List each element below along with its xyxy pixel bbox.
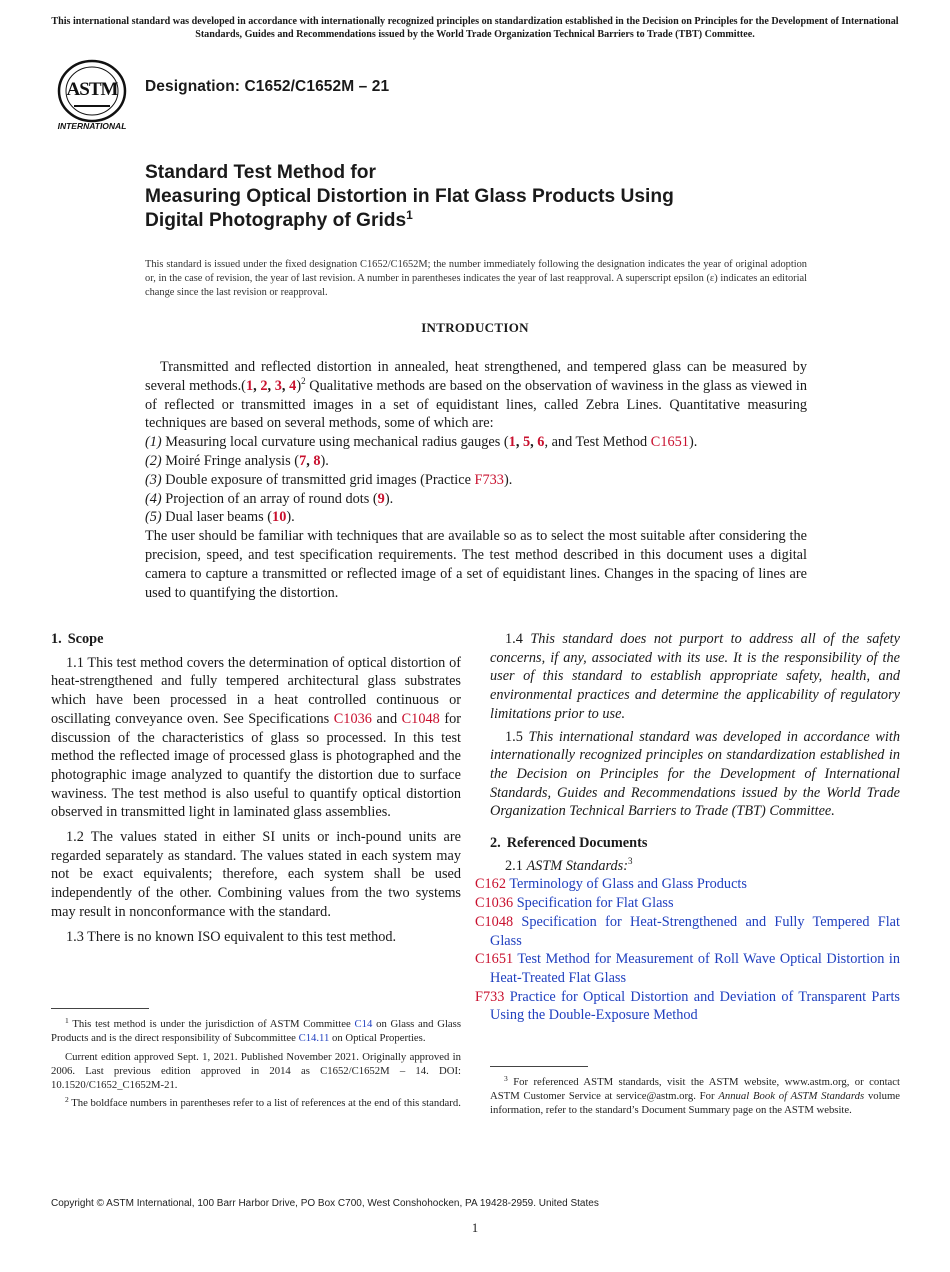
ref-link[interactable]: 1 xyxy=(508,434,516,451)
intro-list-item: (5) Dual laser beams (10). xyxy=(145,509,295,526)
astm-standards-subheading: 2.1 ASTM Standards:$^3$ xyxy=(505,855,633,874)
section-heading-scope: 1. Scope xyxy=(51,631,104,647)
intro-paragraph-2: The user should be familiar with techniques that are available so as to select the most suitable after considering the precision, speed, and test specification requirements. The test method described in this document uses a digital camera to capture a transmitted or reflected image of a set of equidistant lines. Changes in the spacing of lines are used to quantifying the distortion. xyxy=(145,528,807,601)
referenced-standard[interactable]: C1651 Test Method for Measurement of Roll Wave Optical Distortion in Heat-Treated Flat Glass xyxy=(475,951,900,986)
footnote-divider xyxy=(51,1008,149,1009)
footnote-mark[interactable]: 3 xyxy=(628,855,633,866)
intro-list-item: (3) Double exposure of transmitted grid images (Practice F733). xyxy=(145,471,513,488)
standard-link-c1651[interactable]: C1651 xyxy=(650,434,689,451)
issue-note: This standard is issued under the fixed designation C1652/C1652M; the number immediately following the designation indicates the year of original adoption or, in the case of revision, the year of last revision. A number in parentheses indicates the year of last reapproval. A superscript epsilon (ε) indicates an editorial change since the last revision or reapproval. xyxy=(145,259,807,298)
footnote-2: $^2$ The boldface numbers in parentheses refer to a list of references at the end of this standard. xyxy=(65,1095,461,1109)
ref-link[interactable]: 6 xyxy=(537,434,545,451)
ref-link[interactable]: 5 xyxy=(522,434,531,451)
ref-link[interactable]: 8 xyxy=(313,452,321,469)
edition-note: Current edition approved Sept. 1, 2021. Published November 2021. Originally approved in 2006. Last previous edition approved in 2014 as C1652/C1652M – 14. DOI: 10.1520/C1652_C1652M-21. xyxy=(51,1051,461,1091)
referenced-standard[interactable]: F733 Practice for Optical Distortion and Deviation of Transparent Parts Using the Double-Exposure Method xyxy=(475,988,900,1024)
ref-link[interactable]: 1 xyxy=(245,377,254,394)
intro-list-item: (1) Measuring local curvature using mechanical radius gauges (1, 5, 6, and Test Method C1651). xyxy=(145,434,698,451)
astm-logo xyxy=(52,58,134,132)
document-title xyxy=(145,161,865,233)
committee-link-c14[interactable]: C14 xyxy=(354,1018,373,1030)
footnote-1: $^1$ This test method is under the jurisdiction of ASTM Committee C14 on Glass and Glass Products and is the direct responsibility of Subcommittee C14.11 on Optical Properties. xyxy=(51,1016,461,1044)
section-heading-referenced-documents: 2. Referenced Documents xyxy=(490,835,648,852)
ref-link[interactable]: 2 xyxy=(260,377,268,394)
scope-1-5: 1.5 This international standard was developed in accordance with internationally recognized principles on standardization established in the Decision on Principles for the Development of International Standards, Guides and Recommendations issued by the World Trade Organization Technical Barriers to Trade (TBT) Committee. xyxy=(490,728,900,820)
designation: Designation: C1652/C1652M – 21 xyxy=(145,78,390,95)
title-line-3: Digital Photography of Grids$^1$ xyxy=(145,208,413,231)
intro-paragraph-1: Transmitted and reflected distortion in annealed, heat strengthened, and tempered glass can be measured by several methods.(1, 2, 3, 4)$^2$ Qualitative methods are based on the observation of waviness in the glass as viewed in of reflected or transmitted images in a set of equidistant lines, called Zebra Lines. Quantitative measuring techniques are based on several methods, some of which are: xyxy=(145,359,807,432)
ref-link[interactable]: 10 xyxy=(272,509,287,526)
ref-link[interactable]: 9 xyxy=(377,490,385,507)
referenced-standard[interactable]: C162 Terminology of Glass and Glass Products xyxy=(475,876,747,893)
subcommittee-link-c14-11[interactable]: C14.11 xyxy=(298,1032,330,1044)
astm-logo-mark xyxy=(52,58,134,132)
svg-text:INTERNATIONAL: INTERNATIONAL xyxy=(57,121,127,131)
standard-link-c1036[interactable]: C1036 xyxy=(333,710,372,727)
referenced-standard[interactable]: C1036 Specification for Flat Glass xyxy=(475,895,674,912)
standard-link-f733[interactable]: F733 xyxy=(474,471,504,488)
referenced-standard[interactable]: C1048 Specification for Heat-Strengthened and Fully Tempered Flat Glass xyxy=(475,913,901,949)
ref-link[interactable]: 4 xyxy=(289,377,297,394)
introduction-body xyxy=(145,358,807,602)
footnote-mark[interactable]: 2 xyxy=(301,375,306,386)
standard-link-c1048[interactable]: C1048 xyxy=(401,710,440,727)
scope-1-3: 1.3 There is no known ISO equivalent to this test method. xyxy=(66,928,397,945)
intro-list-item: (2) Moiré Fringe analysis (7, 8). xyxy=(145,452,329,469)
copyright-notice: Copyright © ASTM International, 100 Barr Harbor Drive, PO Box C700, West Conshohocken, PA 19428-2959. United States xyxy=(51,1198,599,1209)
ref-link[interactable]: 3 xyxy=(274,377,282,394)
footnotes-left xyxy=(51,1008,461,1110)
page-number: 1 xyxy=(471,1221,479,1235)
svg-text:ASTM: ASTM xyxy=(66,79,118,100)
title-footnote-mark[interactable]: 1 xyxy=(406,208,413,222)
scope-1-2: 1.2 The values stated in either SI units or inch-pound units are regarded separately as standard. The values stated in each system may not be exact equivalents; therefore, each system shall be used independently of the other. Combining values from the two systems may result in nonconformance with the standard. xyxy=(51,829,461,920)
right-column xyxy=(475,630,901,1025)
title-line-1: Standard Test Method for xyxy=(145,162,376,183)
title-line-2: Measuring Optical Distortion in Flat Glass Products Using xyxy=(145,186,674,207)
footnote-3: $^3$ For referenced ASTM standards, visit the ASTM website, www.astm.org, or contact ASTM Customer Service at service@astm.org. For Annual Book of ASTM Standards volume information, refer to the standard’s Document Summary page on the ASTM website. xyxy=(490,1074,900,1116)
scope-1-4: 1.4 This standard does not purport to address all of the safety concerns, if any, associated with its use. It is the responsibility of the user of this standard to establish appropriate safety, health, and environmental practices and determine the applicability of regulatory limitations prior to use. xyxy=(490,631,900,722)
introduction-heading: INTRODUCTION xyxy=(421,320,529,335)
ref-link[interactable]: 7 xyxy=(299,452,307,469)
left-column xyxy=(51,630,461,946)
intro-list-item: (4) Projection of an array of round dots (9). xyxy=(145,490,394,507)
international-standard-notice: This international standard was developed in accordance with internationally recognized principles on standardization established in the Decision on Principles for the Development of International Standards, Guides and Recommendations issued by the World Trade Organization Technical Barriers to Trade (TBT) Committee. xyxy=(51,16,899,40)
scope-1-1: 1.1 This test method covers the determination of optical distortion of heat-strengthened and fully tempered architectural glass substrates which have been processed in a heat controlled continuous or oscillating conveyance oven. See Specifications C1036 and C1048 for discussion of the characteristics of glass so processed. In this test method the reflected image of processed glass is photographed and the photographic image analyzed to quantify the distortion due to surface waviness. The test method is also useful to quantify optical distortion observed in transmitted light in laminated glass assemblies. xyxy=(51,654,461,821)
footnote-divider xyxy=(490,1066,588,1067)
footnotes-right xyxy=(490,1066,900,1117)
